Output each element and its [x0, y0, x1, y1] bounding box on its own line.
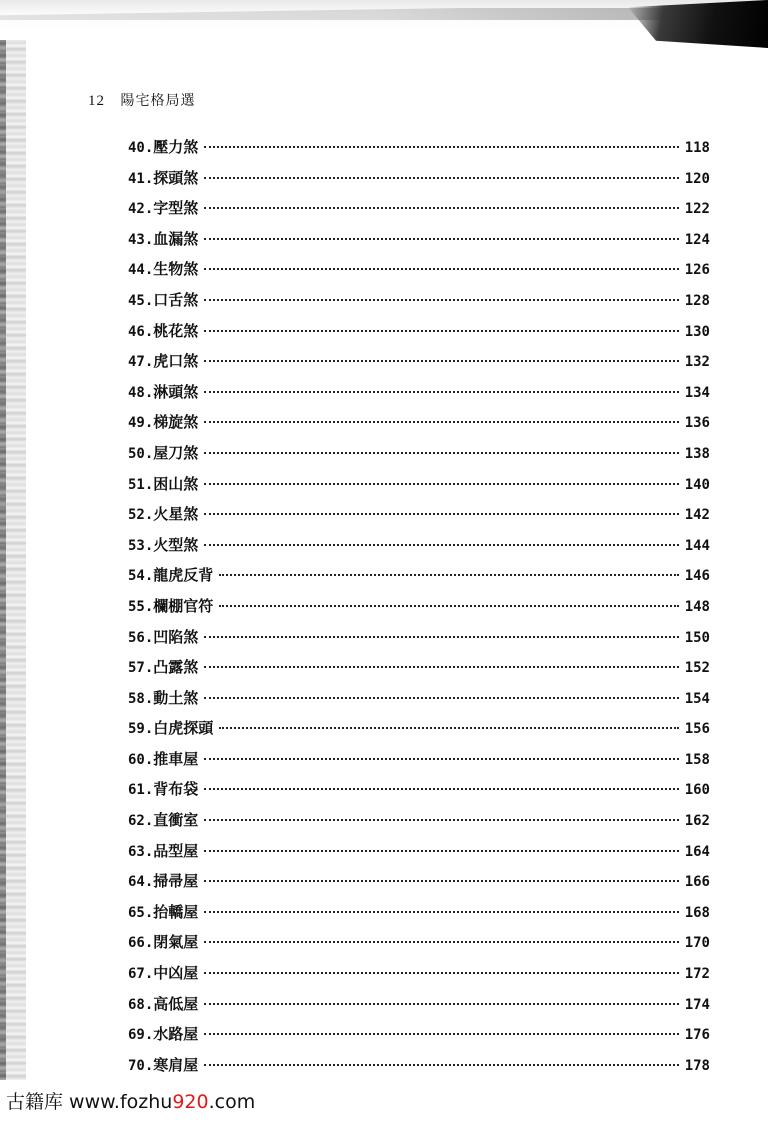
toc-entry-title: 凸露煞	[153, 658, 199, 677]
toc-dot-leader	[204, 666, 678, 668]
toc-entry	[128, 591, 710, 622]
toc-entry-title: 火星煞	[153, 505, 199, 524]
toc-entry-title: 高低屋	[153, 994, 199, 1013]
toc-dot-leader	[204, 391, 678, 393]
toc-entry-title: 白虎探頭	[153, 719, 214, 738]
toc-entry-title: 直衝室	[153, 811, 199, 830]
toc-entry	[128, 163, 710, 194]
toc-entry-number: 47.	[128, 354, 154, 371]
toc-entry	[128, 1050, 710, 1081]
toc-entry	[128, 285, 710, 316]
toc-entry-label	[128, 805, 198, 837]
toc-entry-number: 66.	[128, 935, 154, 952]
toc-entry-page: 148	[684, 598, 710, 615]
toc-entry-title: 口舌煞	[153, 290, 199, 309]
watermark	[6, 1087, 259, 1114]
toc-entry	[128, 193, 710, 224]
toc-dot-leader	[204, 788, 678, 790]
toc-entry-page: 136	[684, 415, 710, 432]
toc-entry	[128, 866, 710, 897]
toc-entry-title: 梯旋煞	[153, 413, 199, 432]
toc-entry-label	[128, 744, 198, 776]
toc-entry-label	[128, 193, 198, 225]
toc-entry-label	[128, 836, 198, 868]
toc-entry-title: 血漏煞	[153, 229, 199, 248]
toc-entry-number: 52.	[128, 507, 154, 524]
toc-entry-title: 寒肩屋	[153, 1055, 199, 1074]
toc-entry-label	[128, 1019, 198, 1051]
toc-entry-number: 53.	[128, 537, 154, 554]
toc-entry-title: 背布袋	[153, 780, 199, 799]
toc-entry-number: 54.	[128, 568, 154, 585]
toc-entry	[128, 652, 710, 683]
toc-dot-leader	[204, 1003, 678, 1005]
toc-entry-label	[128, 346, 198, 378]
toc-entry-page: 120	[684, 170, 710, 187]
toc-entry-label	[128, 530, 198, 562]
toc-dot-leader	[204, 207, 678, 209]
toc-entry-label	[128, 989, 198, 1021]
toc-entry-page: 150	[684, 629, 710, 646]
toc-entry-title: 生物煞	[153, 260, 199, 279]
running-head	[88, 90, 195, 110]
toc-dot-leader	[204, 177, 678, 179]
toc-dot-leader	[204, 360, 678, 362]
toc-entry-label	[128, 897, 198, 929]
toc-entry-page: 162	[684, 813, 710, 830]
toc-dot-leader	[204, 483, 678, 485]
toc-entry-page: 152	[684, 660, 710, 677]
toc-dot-leader	[204, 299, 678, 301]
toc-entry-number: 42.	[128, 201, 154, 218]
toc-entry	[128, 377, 710, 408]
toc-entry-label	[128, 958, 198, 990]
toc-entry-number: 68.	[128, 996, 154, 1013]
toc-entry-title: 虎口煞	[153, 352, 199, 371]
toc-entry-title: 抬轎屋	[153, 902, 199, 921]
toc-entry-page: 170	[684, 935, 710, 952]
toc-entry-title: 凹陷煞	[153, 627, 199, 646]
page-number: 12	[88, 93, 105, 109]
toc-entry-title: 淋頭煞	[153, 382, 199, 401]
toc-entry-number: 48.	[128, 384, 154, 401]
toc-entry-page: 140	[684, 476, 710, 493]
toc-entry-page: 138	[684, 445, 710, 462]
toc-dot-leader	[204, 421, 678, 423]
toc-entry-number: 49.	[128, 415, 154, 432]
toc-entry-page: 124	[684, 231, 710, 248]
toc-entry-title: 字型煞	[153, 199, 199, 218]
toc-entry-number: 62.	[128, 813, 154, 830]
toc-entry-label	[128, 683, 198, 715]
toc-entry-label	[128, 377, 198, 409]
toc-dot-leader	[204, 911, 678, 913]
toc-entry-title: 屋刀煞	[153, 443, 199, 462]
toc-entry-number: 63.	[128, 843, 154, 860]
toc-dot-leader	[204, 636, 678, 638]
toc-entry-label	[128, 224, 198, 256]
toc-entry-page: 160	[684, 782, 710, 799]
toc-dot-leader	[204, 880, 678, 882]
toc-entry	[128, 530, 710, 561]
toc-entry-page: 118	[684, 140, 710, 156]
toc-entry-number: 40.	[128, 140, 154, 156]
toc-dot-leader	[204, 758, 678, 760]
toc-dot-leader	[204, 972, 678, 974]
toc-entry	[128, 774, 710, 805]
toc-dot-leader	[204, 850, 678, 852]
toc-entry-label	[128, 713, 213, 745]
toc-entry-number: 65.	[128, 904, 154, 921]
toc-entry-title: 水路屋	[153, 1025, 199, 1044]
toc-entry-label	[128, 560, 213, 592]
toc-entry-page: 122	[684, 201, 710, 218]
toc-entry-number: 58.	[128, 690, 154, 707]
toc-entry-label	[128, 132, 198, 164]
toc-entry-number: 59.	[128, 721, 154, 738]
toc-dot-leader	[204, 452, 678, 454]
toc-entry-page: 178	[684, 1057, 710, 1074]
toc-entry-title: 欄棚官符	[153, 596, 214, 615]
watermark-highlight: 920	[172, 1091, 209, 1113]
toc-entry-label	[128, 163, 198, 195]
toc-entry	[128, 927, 710, 958]
toc-entry-page: 168	[684, 904, 710, 921]
toc-entry-label	[128, 927, 198, 959]
toc-entry-page: 144	[684, 537, 710, 554]
toc-entry	[128, 132, 710, 163]
toc-dot-leader	[219, 605, 678, 607]
toc-entry-number: 67.	[128, 966, 154, 983]
toc-entry	[128, 744, 710, 775]
toc-entry-title: 桃花煞	[153, 321, 199, 340]
toc-entry-label	[128, 774, 198, 806]
toc-entry-title: 閉氣屋	[153, 933, 199, 952]
toc-entry-title: 壓力煞	[153, 138, 199, 156]
toc-entry	[128, 622, 710, 653]
toc-entry-title: 龍虎反背	[153, 566, 214, 585]
toc-entry-label	[128, 591, 213, 623]
toc-entry-number: 57.	[128, 660, 154, 677]
toc-dot-leader	[204, 268, 678, 270]
toc-dot-leader	[204, 819, 678, 821]
toc-dot-leader	[219, 574, 678, 576]
toc-dot-leader	[204, 1033, 678, 1035]
toc-dot-leader	[204, 513, 678, 515]
toc-entry-label	[128, 652, 198, 684]
toc-entry-number: 50.	[128, 445, 154, 462]
toc-entry-number: 55.	[128, 598, 154, 615]
toc-entry	[128, 316, 710, 347]
toc-entry-number: 51.	[128, 476, 154, 493]
toc-entry-number: 45.	[128, 292, 154, 309]
toc-entry	[128, 1019, 710, 1050]
watermark-suffix: .com	[208, 1091, 256, 1113]
book-title: 陽宅格局選	[120, 93, 196, 109]
toc-entry-page: 172	[684, 966, 710, 983]
toc-entry-page: 134	[684, 384, 710, 401]
scan-left-binding	[0, 40, 6, 1080]
toc-entry-number: 70.	[128, 1057, 154, 1074]
toc-entry-title: 困山煞	[153, 474, 199, 493]
toc-entry-title: 中凶屋	[153, 964, 199, 983]
toc-dot-leader	[204, 697, 678, 699]
toc-entry-number: 61.	[128, 782, 154, 799]
toc-entry-label	[128, 407, 198, 439]
toc-entry-page: 156	[684, 721, 710, 738]
toc-entry-page: 132	[684, 354, 710, 371]
toc-entry-number: 60.	[128, 751, 154, 768]
toc-entry	[128, 469, 710, 500]
toc-dot-leader	[204, 941, 678, 943]
toc-entry	[128, 346, 710, 377]
toc-dot-leader	[219, 727, 678, 729]
toc-entry-label	[128, 316, 198, 348]
toc-entry-title: 動土煞	[153, 688, 199, 707]
toc-entry-number: 41.	[128, 170, 154, 187]
toc-entry-page: 154	[684, 690, 710, 707]
toc-entry-page: 158	[684, 751, 710, 768]
toc-dot-leader	[204, 146, 678, 148]
toc-entry-label	[128, 499, 198, 531]
toc-entry	[128, 560, 710, 591]
toc-entry	[128, 836, 710, 867]
toc-entry-number: 56.	[128, 629, 154, 646]
toc-entry	[128, 958, 710, 989]
toc-entry-number: 69.	[128, 1027, 154, 1044]
toc-entry-label	[128, 622, 198, 654]
toc-entry-number: 44.	[128, 262, 154, 279]
toc-entry-title: 探頭煞	[153, 168, 199, 187]
toc-entry-label	[128, 1050, 198, 1082]
toc-entry-title: 品型屋	[153, 841, 199, 860]
toc-entry-number: 43.	[128, 231, 154, 248]
toc-entry	[128, 407, 710, 438]
toc-entry-label	[128, 469, 198, 501]
toc-entry-label	[128, 285, 198, 317]
toc-dot-leader	[204, 330, 678, 332]
toc-entry-page: 164	[684, 843, 710, 860]
toc-entry-title: 推車屋	[153, 749, 199, 768]
toc-entry-number: 64.	[128, 874, 154, 891]
toc-entry	[128, 438, 710, 469]
toc-entry-page: 128	[684, 292, 710, 309]
toc-dot-leader	[204, 238, 678, 240]
toc-entry-title: 掃帚屋	[153, 872, 199, 891]
toc-entry-page: 146	[684, 568, 710, 585]
toc-entry	[128, 713, 710, 744]
toc-entry-page: 166	[684, 874, 710, 891]
toc-entry	[128, 805, 710, 836]
toc-entry-label	[128, 438, 198, 470]
toc-entry-page: 130	[684, 323, 710, 340]
toc-entry-page: 126	[684, 262, 710, 279]
toc-entry-label	[128, 866, 198, 898]
toc-dot-leader	[204, 1064, 678, 1066]
watermark-prefix: 古籍库 www.fozhu	[6, 1091, 173, 1113]
toc-entry	[128, 499, 710, 530]
toc-entry	[128, 254, 710, 285]
toc-entry-label	[128, 254, 198, 286]
toc-entry-page: 142	[684, 507, 710, 524]
table-of-contents	[128, 132, 710, 1080]
toc-dot-leader	[204, 544, 678, 546]
toc-entry	[128, 683, 710, 714]
toc-entry-page: 174	[684, 996, 710, 1013]
toc-entry	[128, 897, 710, 928]
toc-entry	[128, 224, 710, 255]
toc-entry-number: 46.	[128, 323, 154, 340]
toc-entry	[128, 989, 710, 1020]
toc-entry-title: 火型煞	[153, 535, 199, 554]
toc-entry-page: 176	[684, 1027, 710, 1044]
